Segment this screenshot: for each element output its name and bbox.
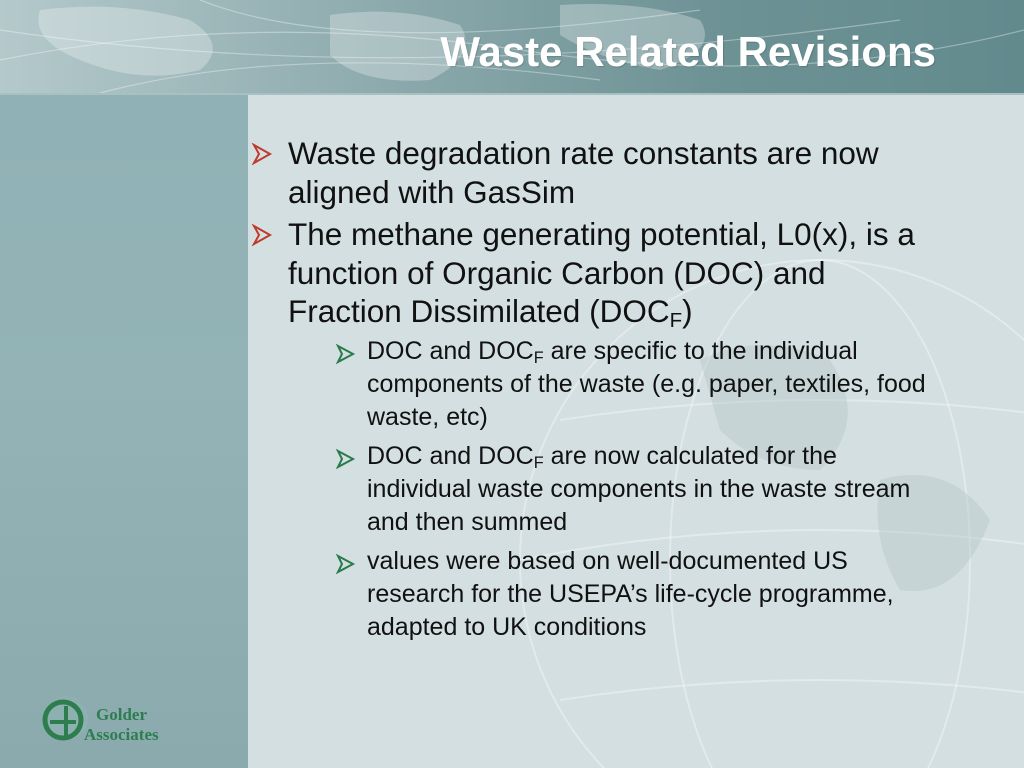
sub-bullet-text: DOC and DOC — [367, 336, 534, 365]
sub-bullet-arrow-icon — [335, 343, 357, 365]
bullet-text-end: ) — [682, 293, 693, 329]
bullet-text: Waste degradation rate constants are now aligned with GasSim — [288, 135, 879, 210]
sub-bullet-arrow-icon — [335, 448, 357, 470]
slide-title: Waste Related Revisions — [440, 28, 936, 75]
logo-text-golder: Golder — [96, 705, 147, 724]
sub-bullet-text-end: are now calculated for the individual waste components in the waste stream and then summed — [367, 441, 911, 536]
sub-bullet-item — [251, 545, 931, 644]
bullet-text: The methane generating potential, L0(x), is a function of Organic Carbon (DOC) and Fraction Dissimilated (DOC — [288, 216, 915, 329]
sub-bullet-text-end: are specific to the individual components of the waste (e.g. paper, textiles, food waste, etc) — [367, 336, 926, 431]
slide-body — [251, 134, 931, 650]
bullet-item — [251, 215, 931, 331]
subscript: F — [669, 309, 683, 333]
bullet-arrow-icon — [251, 224, 273, 246]
logo-text-associates: Associates — [84, 725, 159, 744]
sub-bullet-text: values were based on well-documented US research for the USEPA’s life-cycle programme, adapted to UK conditions — [367, 546, 894, 641]
sub-bullet-item — [251, 335, 931, 434]
bullet-arrow-icon — [251, 143, 273, 165]
sub-bullet-item — [251, 440, 931, 539]
sub-bullet-arrow-icon — [335, 553, 357, 575]
bullet-item — [251, 134, 931, 211]
golder-associates-logo — [40, 686, 190, 746]
subscript: F — [533, 453, 544, 472]
subscript: F — [533, 348, 544, 367]
sub-bullet-text: DOC and DOC — [367, 441, 534, 470]
title-bar — [0, 0, 1024, 95]
